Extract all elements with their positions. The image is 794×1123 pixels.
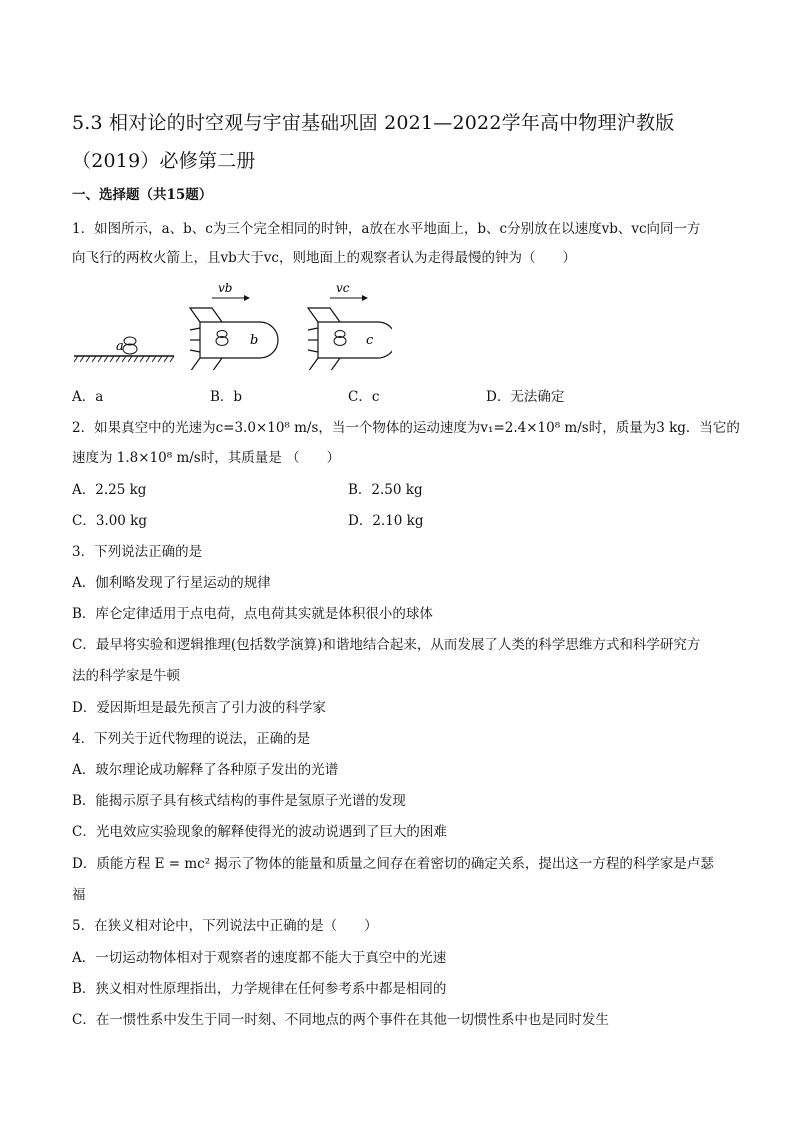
q4-option-c[interactable]: C．光电效应实验现象的解释使得光的波动说遇到了巨大的困难 xyxy=(72,824,447,840)
clock-c-icon xyxy=(334,331,346,346)
q5-option-a[interactable]: A．一切运动物体相对于观察者的速度都不能大于真空中的光速 xyxy=(72,950,447,966)
q3-option-c-line-1[interactable]: C．最早将实验和逻辑推理(包括数学演算)和谐地结合起来，从而发展了人类的科学思维方式和科学研究方 xyxy=(72,637,701,653)
q1-option-a[interactable]: A．a xyxy=(72,389,104,405)
document-title xyxy=(72,104,732,180)
q4-stem: 4．下列关于近代物理的说法，正确的是 xyxy=(72,731,311,747)
q3-option-a[interactable]: A．伽利略发现了行星运动的规律 xyxy=(72,575,271,591)
q2-option-c[interactable]: C．3.00 kg xyxy=(72,513,148,529)
q2-option-b[interactable]: B．2.50 kg xyxy=(348,482,423,498)
q3-option-c-line-2: 法的科学家是牛顿 xyxy=(72,668,180,684)
q2-stem-line-1: 2．如果真空中的光速为c=3.0×10⁸ m/s，当一个物体的运动速度为v₁=2.4×10⁸ m/s时，质量为3 kg．当它的 xyxy=(72,420,740,436)
clock-a-label: a xyxy=(116,339,124,354)
q5-stem: 5．在狭义相对论中，下列说法中正确的是（ ） xyxy=(72,918,378,934)
clock-b-icon xyxy=(216,331,228,346)
q4-option-b[interactable]: B．能揭示原子具有核式结构的事件是氢原子光谱的发现 xyxy=(72,793,406,809)
q2-option-a[interactable]: A．2.25 kg xyxy=(72,482,147,498)
q4-option-d-line-2: 福 xyxy=(72,887,86,903)
q4-option-d-line-1[interactable]: D．质能方程 E = mc² 揭示了物体的能量和质量之间存在着密切的确定关系，提出这一方程的科学家是卢瑟 xyxy=(72,856,714,872)
q3-option-d[interactable]: D．爱因斯坦是最先预言了引力波的科学家 xyxy=(72,700,326,716)
velocity-c-arrowhead xyxy=(362,295,368,301)
rocket-b xyxy=(190,308,278,370)
title-line-2: （2019）必修第二册 xyxy=(72,150,256,172)
q2-option-d[interactable]: D．2.10 kg xyxy=(348,513,424,529)
title-line-1: 5.3 相对论的时空观与宇宙基础巩固 2021—2022学年高中物理沪教版 xyxy=(72,112,675,134)
q1-option-d[interactable]: D．无法确定 xyxy=(486,389,565,405)
rocket-b-label: b xyxy=(250,333,259,348)
velocity-c-label: vc xyxy=(336,281,350,295)
q5-option-b[interactable]: B．狭义相对性原理指出，力学规律在任何参考系中都是相同的 xyxy=(72,981,447,997)
velocity-b-arrowhead xyxy=(244,295,250,301)
q1-stem-line-2: 向飞行的两枚火箭上，且vb大于vc，则地面上的观察者认为走得最慢的钟为（ ） xyxy=(72,250,576,266)
q4-option-a[interactable]: A．玻尔理论成功解释了各种原子发出的光谱 xyxy=(72,762,339,778)
velocity-b-label: vb xyxy=(218,281,233,295)
q5-option-c[interactable]: C．在一惯性系中发生于同一时刻、不同地点的两个事件在其他一切惯性系中也是同时发生 xyxy=(72,1012,609,1028)
rocket-clock-figure xyxy=(72,278,392,370)
rocket-c xyxy=(308,308,392,370)
q1-option-c[interactable]: C．c xyxy=(348,389,380,405)
section-heading: 一、选择题（共15题） xyxy=(72,187,213,203)
q2-stem-line-2: 速度为 1.8×10⁸ m/s时，其质量是 （ ） xyxy=(72,450,341,466)
rocket-c-label: c xyxy=(366,333,374,348)
q3-option-b[interactable]: B．库仑定律适用于点电荷，点电荷其实就是体积很小的球体 xyxy=(72,606,433,622)
q3-stem: 3．下列说法正确的是 xyxy=(72,544,203,560)
ground-hatching xyxy=(74,356,174,362)
q1-stem-line-1: 1．如图所示，a、b、c为三个完全相同的时钟，a放在水平地面上，b、c分别放在以速度vb、vc向同一方 xyxy=(72,221,701,237)
q1-option-b[interactable]: B．b xyxy=(210,389,243,405)
clock-a-icon xyxy=(123,337,137,354)
